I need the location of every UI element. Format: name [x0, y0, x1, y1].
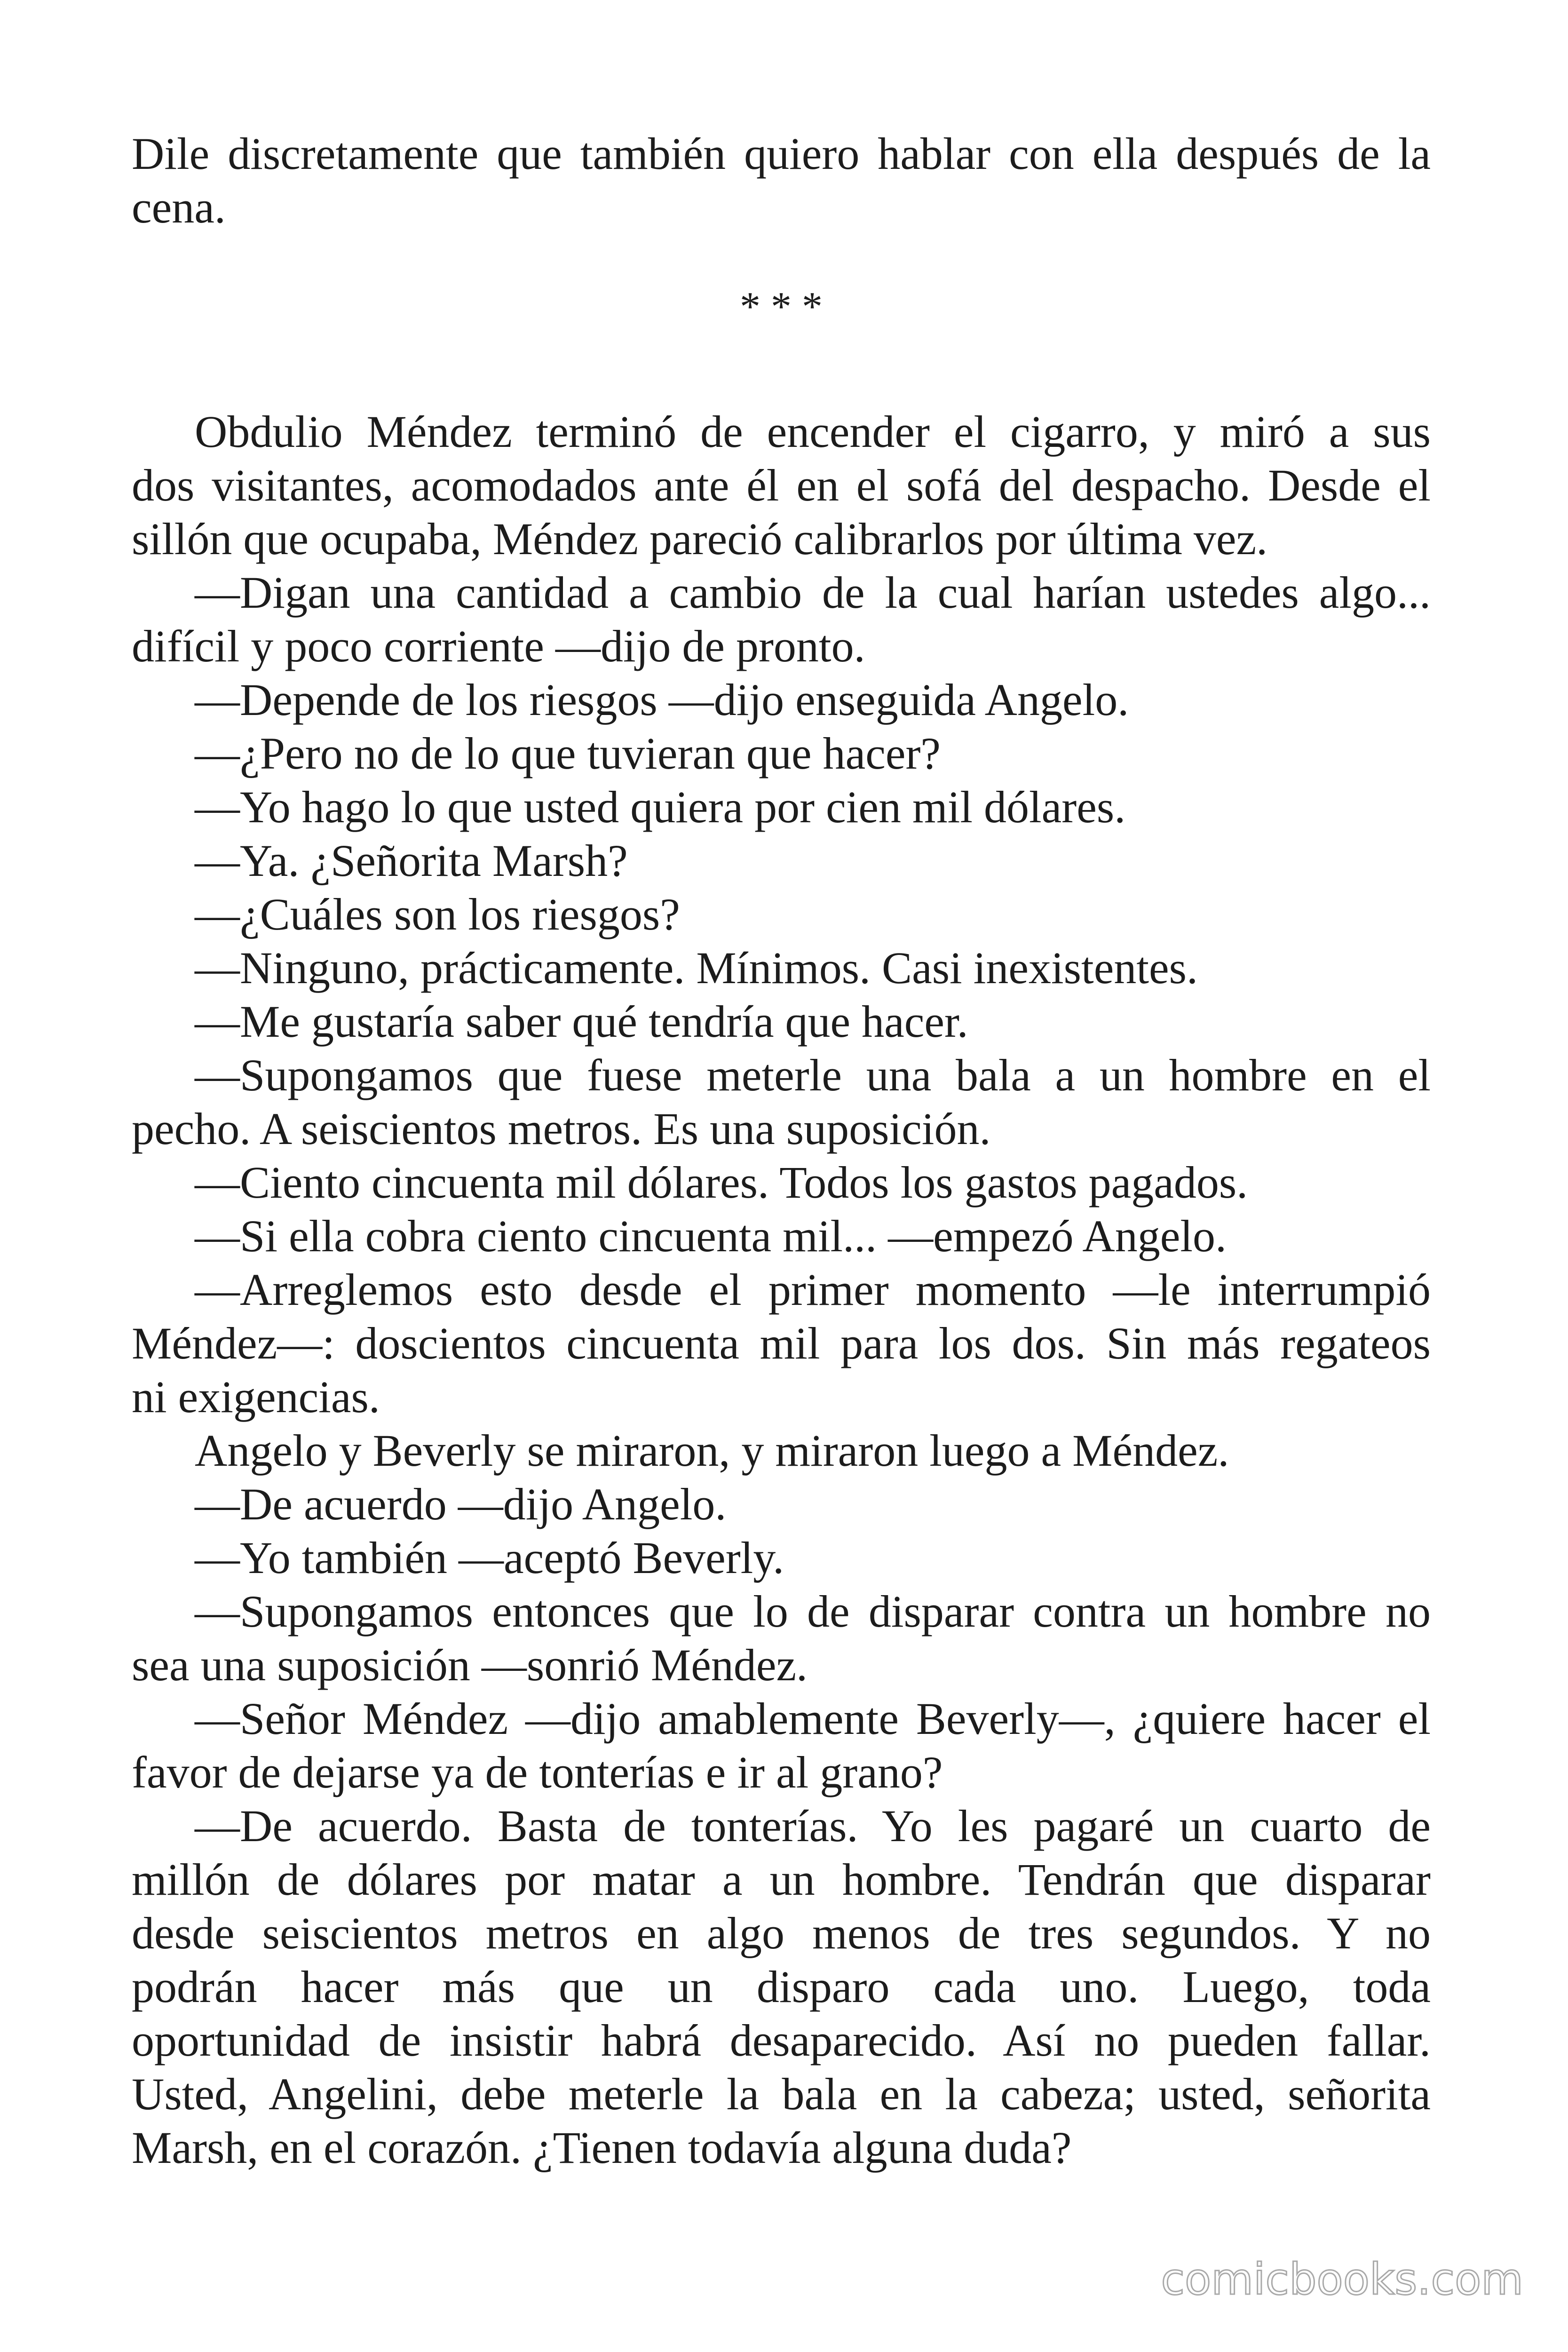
paragraph: [132, 1049, 1431, 1156]
text-line: —Yo también —aceptó Beverly.: [195, 1533, 784, 1583]
text-line: —Supongamos entonces que lo de disparar contra un hombre no: [195, 1586, 1431, 1637]
text-line: —De acuerdo —dijo Angelo.: [195, 1479, 727, 1529]
text-line: pecho. A seiscientos metros. Es una suposición.: [132, 1104, 991, 1154]
text-line: —¿Cuáles son los riesgos?: [195, 889, 680, 939]
paragraph: [132, 405, 1431, 566]
paragraph: [132, 1209, 1431, 1263]
text-line: ni exigencias.: [132, 1372, 380, 1422]
paragraph: [132, 1531, 1431, 1585]
text-line: podrán hacer más que un disparo cada uno. Luego, toda: [132, 1962, 1431, 2012]
text-line: Angelo y Beverly se miraron, y miraron luego a Méndez.: [195, 1425, 1229, 1476]
text-line: cena.: [132, 182, 226, 232]
paragraph: [132, 834, 1431, 888]
text-line: —Ciento cincuenta mil dólares. Todos los gastos pagados.: [195, 1157, 1248, 1208]
paragraph: [132, 673, 1431, 727]
text-line: —Si ella cobra ciento cincuenta mil... —empezó Angelo.: [195, 1211, 1227, 1261]
text-line: —Ya. ¿Señorita Marsh?: [195, 835, 628, 886]
paragraph: [132, 780, 1431, 834]
body-text: [132, 405, 1431, 2175]
paragraph: [132, 1799, 1431, 2175]
paragraph: [132, 1478, 1431, 1531]
paragraph: [132, 1156, 1431, 1209]
paragraph: [132, 888, 1431, 941]
text-line: dos visitantes, acomodados ante él en el sofá del despacho. Desde el: [132, 460, 1431, 510]
text-line: —De acuerdo. Basta de tonterías. Yo les pagaré un cuarto de: [195, 1801, 1431, 1851]
text-line: favor de dejarse ya de tonterías e ir al grano?: [132, 1747, 943, 1797]
text-line: oportunidad de insistir habrá desaparecido. Así no pueden fallar.: [132, 2015, 1431, 2066]
text-line: Marsh, en el corazón. ¿Tienen todavía alguna duda?: [132, 2122, 1072, 2173]
text-line: —¿Pero no de lo que tuvieran que hacer?: [195, 728, 941, 779]
paragraph: [132, 727, 1431, 780]
text-line: —Señor Méndez —dijo amablemente Beverly—, ¿quiere hacer el: [195, 1693, 1431, 1744]
opening-paragraph: [132, 127, 1431, 234]
paragraph: [132, 1692, 1431, 1799]
paragraph: [132, 1585, 1431, 1692]
text-line: —Arreglemos esto desde el primer momento —le interrumpió: [195, 1264, 1431, 1315]
text-line: difícil y poco corriente —dijo de pronto.: [132, 621, 865, 671]
text-line: sea una suposición —sonrió Méndez.: [132, 1640, 808, 1690]
text-line: —Supongamos que fuese meterle una bala a un hombre en el: [195, 1050, 1431, 1100]
text-line: Obdulio Méndez terminó de encender el cigarro, y miró a sus: [195, 406, 1431, 457]
text-line: desde seiscientos metros en algo menos de tres segundos. Y no: [132, 1908, 1431, 1958]
paragraph: [132, 1263, 1431, 1424]
text-line: —Yo hago lo que usted quiera por cien mil dólares.: [195, 782, 1126, 832]
watermark: comicbooks.com: [1161, 2254, 1523, 2304]
paragraph: [132, 566, 1431, 673]
text-line: —Ninguno, prácticamente. Mínimos. Casi inexistentes.: [195, 943, 1198, 993]
text-line: Usted, Angelini, debe meterle la bala en la cabeza; usted, señorita: [132, 2069, 1431, 2119]
text-line: millón de dólares por matar a un hombre. Tendrán que disparar: [132, 1854, 1431, 1905]
text-line: —Depende de los riesgos —dijo enseguida Angelo.: [195, 675, 1129, 725]
text-line: —Me gustaría saber qué tendría que hacer.: [195, 996, 968, 1047]
text-line: —Digan una cantidad a cambio de la cual harían ustedes algo...: [195, 567, 1431, 618]
text-line: sillón que ocupaba, Méndez pareció calibrarlos por última vez.: [132, 514, 1268, 564]
text-line: Dile discretamente que también quiero hablar con ella después de la: [132, 128, 1431, 179]
paragraph: [132, 995, 1431, 1049]
paragraph: [132, 941, 1431, 995]
text-line: Méndez—: doscientos cincuenta mil para los dos. Sin más regateos: [132, 1318, 1431, 1368]
scene-break: * * *: [740, 284, 823, 330]
paragraph: [132, 1424, 1431, 1478]
